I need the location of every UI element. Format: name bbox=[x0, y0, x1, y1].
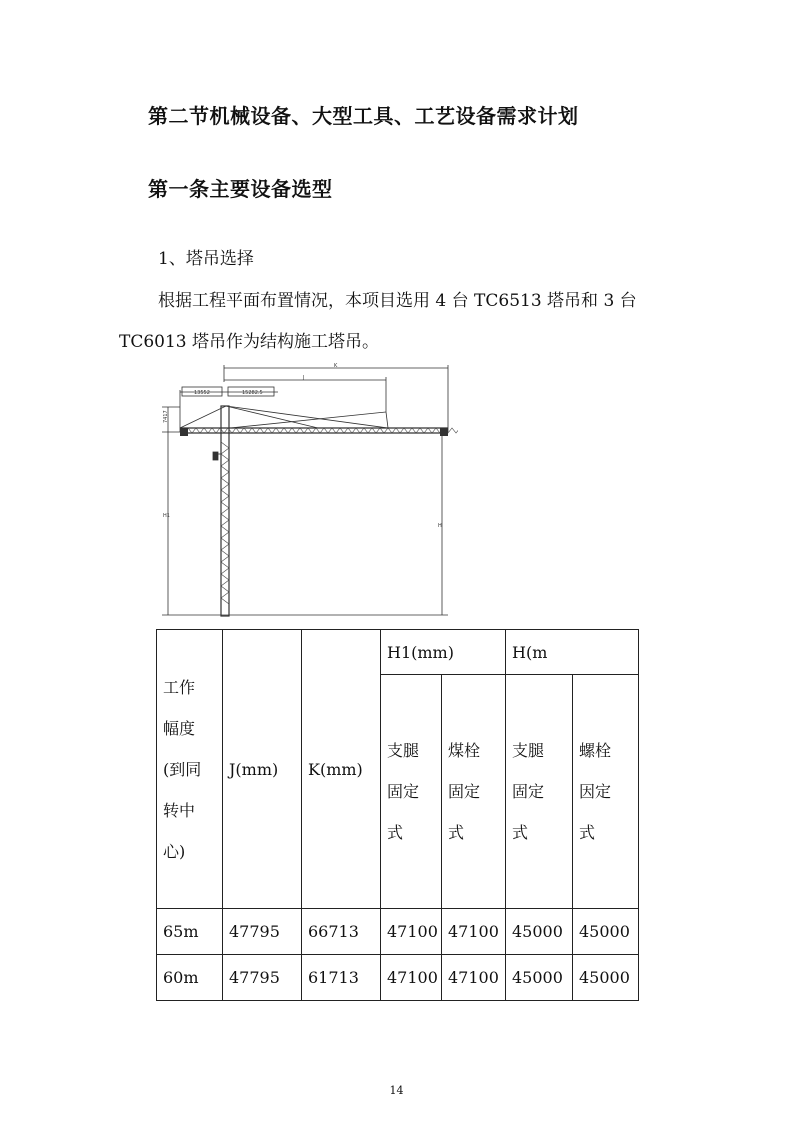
dim-h1-label: H1 bbox=[163, 513, 170, 519]
dim-1-label: 13552 bbox=[194, 390, 210, 396]
subheader-leg-fixed-h: 支腿 固定 式 bbox=[506, 675, 573, 909]
dim-h-label: H bbox=[438, 523, 442, 529]
dim-k-label: K bbox=[334, 363, 338, 369]
header-work-range: 工作 幅度 (到同 转中 心) bbox=[157, 630, 223, 909]
header-k: K(mm) bbox=[302, 630, 381, 909]
subheader-bolt-fixed-h: 螺栓 因定 式 bbox=[573, 675, 639, 909]
paragraph-line-1: 根据工程平面布置情况，本项目选用 4 台 TC6513 塔吊和 3 台 bbox=[158, 291, 637, 311]
header-h: H(m bbox=[506, 630, 639, 675]
item-heading: 1、塔吊选择 bbox=[158, 249, 254, 269]
subheader-bolt-fixed-h1: 煤栓 固定 式 bbox=[442, 675, 506, 909]
table-row: 60m 47795 61713 47100 47100 45000 45000 bbox=[157, 955, 639, 1001]
section-title: 第二节机械设备、大型工具、工艺设备需求计划 bbox=[148, 104, 579, 128]
crane-spec-table bbox=[156, 629, 639, 1001]
tower-crane-diagram bbox=[158, 362, 458, 620]
article-title: 第一条主要设备选型 bbox=[148, 177, 333, 201]
header-h1: H1(mm) bbox=[381, 630, 506, 675]
header-j: J(mm) bbox=[223, 630, 302, 909]
paragraph-line-2: TC6013 塔吊作为结构施工塔吊。 bbox=[119, 332, 380, 352]
subheader-leg-fixed-h1: 支腿 固定 式 bbox=[381, 675, 442, 909]
table-row: 65m 47795 66713 47100 47100 45000 45000 bbox=[157, 909, 639, 955]
dim-left-label: 7417 bbox=[163, 410, 169, 423]
page-number: 14 bbox=[389, 1084, 404, 1097]
dim-2-label: 15282.5 bbox=[242, 390, 263, 396]
dim-j-label: J bbox=[303, 375, 305, 381]
